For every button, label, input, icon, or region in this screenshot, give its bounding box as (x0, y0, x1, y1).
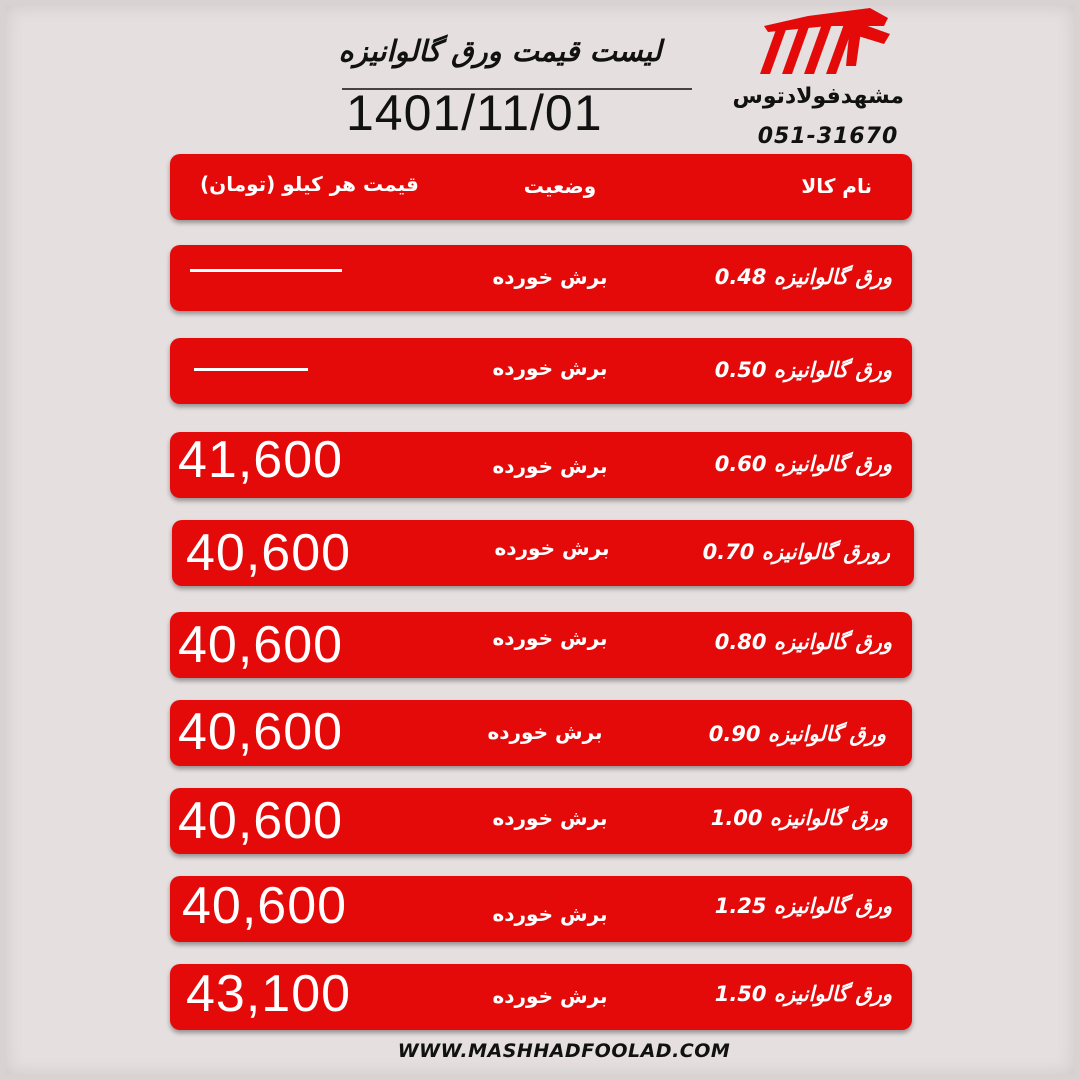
row-status: برش خورده (487, 720, 603, 744)
row-status: برش خورده (492, 902, 608, 926)
row-price: 40,600 (182, 877, 348, 935)
row-price: 40,600 (186, 524, 352, 582)
table-row (170, 788, 912, 854)
table-header (170, 154, 912, 220)
row-status: برش خورده (492, 806, 608, 830)
website-link[interactable]: WWW.MASHHADFOOLAD.COM (397, 1040, 731, 1062)
row-name: ورق گالوانیزه 0.48 (714, 265, 892, 289)
table-row (170, 338, 912, 404)
table-row (172, 520, 914, 586)
table-row (170, 700, 912, 766)
row-name: ورق گالوانیزه 1.25 (714, 894, 892, 918)
table-row (170, 612, 912, 678)
price-date: 1401/11/01 (346, 85, 603, 141)
row-name: ورق گالوانیزه 0.60 (714, 452, 892, 476)
row-status: برش خورده (492, 984, 608, 1008)
row-status: برش خورده (494, 536, 610, 560)
row-price-dash (190, 269, 342, 272)
table-row (170, 432, 912, 498)
row-status: برش خورده (492, 265, 608, 289)
row-name: ورق گالوانیزه 0.50 (714, 358, 892, 382)
table-row (170, 964, 912, 1030)
row-name: ورق گالوانیزه 0.80 (714, 630, 892, 654)
row-price: 40,600 (178, 792, 344, 850)
header-price: قیمت هر کیلو (تومان) (200, 172, 419, 196)
brand-phone: 051-31670 (757, 124, 899, 149)
row-price: 40,600 (178, 616, 344, 674)
row-price: 40,600 (178, 703, 344, 761)
row-price-dash (194, 368, 308, 371)
header-name: نام کالا (801, 174, 872, 198)
row-price: 43,100 (186, 965, 352, 1023)
row-price: 41,600 (178, 431, 344, 489)
row-status: برش خورده (492, 454, 608, 478)
table-row (170, 245, 912, 311)
page-title: لیست قیمت ورق گالوانیزه (338, 34, 662, 68)
row-name: رورق گالوانیزه 0.70 (702, 540, 890, 564)
table-row (170, 876, 912, 942)
row-status: برش خورده (492, 626, 608, 650)
brand-logo-icon (758, 4, 892, 82)
header-status: وضعیت (523, 174, 597, 198)
brand-name: مشهدفولادتوس (732, 84, 904, 109)
row-status: برش خورده (492, 356, 608, 380)
row-name: ورق گالوانیزه 0.90 (708, 722, 886, 746)
row-name: ورق گالوانیزه 1.00 (710, 806, 888, 830)
row-name: ورق گالوانیزه 1.50 (714, 982, 892, 1006)
